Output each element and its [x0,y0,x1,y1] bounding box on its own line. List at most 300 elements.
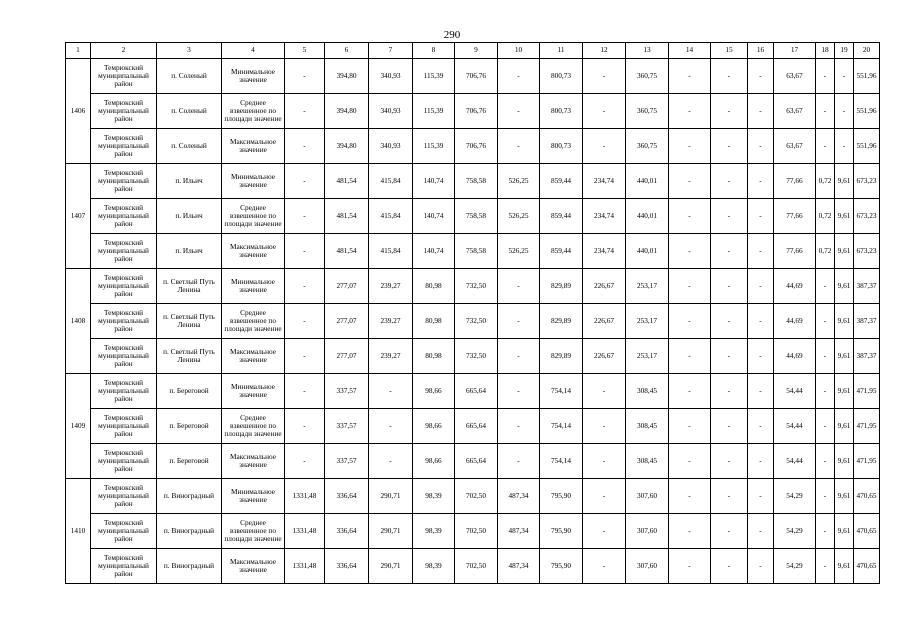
value-cell-col-6: 277,07 [325,339,369,374]
value-cell-col-14: - [669,199,711,234]
value-cell-col-10: - [498,304,540,339]
value-cell-col-17: 54,44 [774,409,816,444]
page-number: 290 [443,29,461,41]
value-cell-col-17: 54,29 [774,479,816,514]
column-header-7: 7 [369,43,413,59]
value-cell-col-20: 673,23 [854,199,880,234]
value-cell-col-9: 665,64 [455,444,498,479]
settlement-cell: п. Виноградный [157,514,222,549]
value-cell-col-6: 394,80 [325,59,369,94]
district-cell: Темрюкский муниципальный район [91,339,157,374]
value-cell-col-13: 440,01 [626,234,669,269]
value-cell-col-5: - [285,304,325,339]
value-cell-col-20: 471,95 [854,374,880,409]
value-cell-col-9: 665,64 [455,409,498,444]
column-header-5: 5 [285,43,325,59]
value-cell-col-13: 360,75 [626,129,669,164]
column-header-16: 16 [748,43,774,59]
value-cell-col-19: - [835,94,854,129]
value-cell-col-12: 234,74 [583,199,626,234]
column-header-13: 13 [626,43,669,59]
value-cell-col-11: 859,44 [540,234,583,269]
value-cell-col-11: 795,90 [540,549,583,584]
data-table [65,42,880,584]
value-cell-col-10: - [498,129,540,164]
value-cell-col-10: 487,34 [498,549,540,584]
value-cell-col-16: - [748,549,774,584]
value-cell-col-8: 80,98 [413,304,455,339]
value-cell-col-8: 115,39 [413,129,455,164]
value-cell-col-16: - [748,479,774,514]
value-cell-col-7: - [369,444,413,479]
value-cell-col-17: 54,29 [774,549,816,584]
table-row [66,549,880,584]
value-cell-col-17: 77,66 [774,199,816,234]
value-cell-col-10: - [498,444,540,479]
value-cell-col-19: 9,61 [835,339,854,374]
value-cell-col-5: 1331,48 [285,479,325,514]
value-cell-col-10: - [498,59,540,94]
settlement-cell: п. Береговой [157,409,222,444]
value-cell-col-9: 702,50 [455,479,498,514]
value-cell-col-19: 9,61 [835,304,854,339]
value-type-cell: Среднее взвешенное по площади значение [222,199,285,234]
value-cell-col-16: - [748,374,774,409]
value-cell-col-13: 253,17 [626,339,669,374]
value-cell-col-18: - [816,479,835,514]
column-header-14: 14 [669,43,711,59]
value-cell-col-14: - [669,129,711,164]
value-cell-col-18: - [816,374,835,409]
value-cell-col-12: - [583,409,626,444]
value-cell-col-12: - [583,444,626,479]
column-header-9: 9 [455,43,498,59]
value-cell-col-13: 360,75 [626,94,669,129]
value-cell-col-19: 9,61 [835,269,854,304]
table-row [66,164,880,199]
district-cell: Темрюкский муниципальный район [91,374,157,409]
settlement-cell: п. Соленый [157,129,222,164]
value-cell-col-15: - [711,409,748,444]
value-cell-col-12: - [583,129,626,164]
value-cell-col-15: - [711,59,748,94]
value-cell-col-13: 440,01 [626,199,669,234]
value-cell-col-12: 226,67 [583,339,626,374]
table-row [66,129,880,164]
value-cell-col-6: 481,54 [325,234,369,269]
value-cell-col-11: 800,73 [540,59,583,94]
value-cell-col-17: 54,44 [774,444,816,479]
value-cell-col-6: 337,57 [325,409,369,444]
table-row [66,479,880,514]
value-type-cell: Минимальное значение [222,374,285,409]
value-cell-col-19: 9,61 [835,199,854,234]
value-cell-col-7: 239,27 [369,304,413,339]
district-cell: Темрюкский муниципальный район [91,304,157,339]
value-cell-col-9: 706,76 [455,129,498,164]
table-row [66,339,880,374]
value-type-cell: Минимальное значение [222,59,285,94]
table-row [66,234,880,269]
value-cell-col-6: 481,54 [325,199,369,234]
district-cell: Темрюкский муниципальный район [91,479,157,514]
value-cell-col-18: - [816,339,835,374]
value-cell-col-17: 44,69 [774,269,816,304]
value-cell-col-6: 336,64 [325,514,369,549]
value-cell-col-6: 277,07 [325,304,369,339]
value-cell-col-15: - [711,304,748,339]
value-cell-col-5: - [285,409,325,444]
district-cell: Темрюкский муниципальный район [91,164,157,199]
value-cell-col-8: 115,39 [413,94,455,129]
value-cell-col-5: - [285,269,325,304]
value-type-cell: Максимальное значение [222,234,285,269]
value-cell-col-5: - [285,234,325,269]
value-cell-col-18: - [816,269,835,304]
value-cell-col-7: 415,84 [369,234,413,269]
value-cell-col-11: 829,89 [540,339,583,374]
value-cell-col-5: - [285,199,325,234]
value-cell-col-15: - [711,164,748,199]
column-header-8: 8 [413,43,455,59]
value-cell-col-5: - [285,444,325,479]
settlement-cell: п. Береговой [157,444,222,479]
settlement-cell: п. Светлый Путь Ленина [157,304,222,339]
value-cell-col-17: 44,69 [774,304,816,339]
value-cell-col-18: - [816,59,835,94]
settlement-cell: п. Светлый Путь Ленина [157,269,222,304]
column-header-3: 3 [157,43,222,59]
value-cell-col-9: 758,58 [455,199,498,234]
value-cell-col-20: 471,95 [854,444,880,479]
value-cell-col-14: - [669,269,711,304]
value-cell-col-5: - [285,374,325,409]
value-cell-col-20: 471,95 [854,409,880,444]
district-cell: Темрюкский муниципальный район [91,514,157,549]
value-type-cell: Среднее взвешенное по площади значение [222,514,285,549]
value-cell-col-17: 54,44 [774,374,816,409]
value-cell-col-11: 795,90 [540,514,583,549]
value-cell-col-18: - [816,304,835,339]
value-cell-col-8: 98,66 [413,409,455,444]
value-type-cell: Минимальное значение [222,164,285,199]
value-cell-col-18: - [816,94,835,129]
value-cell-col-5: - [285,129,325,164]
value-cell-col-11: 754,14 [540,374,583,409]
value-cell-col-11: 859,44 [540,199,583,234]
value-cell-col-19: 9,61 [835,514,854,549]
value-cell-col-17: 77,66 [774,234,816,269]
value-cell-col-11: 800,73 [540,94,583,129]
value-cell-col-9: 758,58 [455,164,498,199]
value-cell-col-19: 9,61 [835,444,854,479]
district-cell: Темрюкский муниципальный район [91,234,157,269]
value-type-cell: Минимальное значение [222,479,285,514]
value-cell-col-13: 308,45 [626,409,669,444]
value-cell-col-20: 551,96 [854,129,880,164]
row-id-cell: 1408 [66,269,91,374]
column-header-6: 6 [325,43,369,59]
value-cell-col-7: 415,84 [369,164,413,199]
value-cell-col-13: 253,17 [626,304,669,339]
value-cell-col-7: - [369,374,413,409]
value-cell-col-11: 795,90 [540,479,583,514]
value-cell-col-9: 758,58 [455,234,498,269]
district-cell: Темрюкский муниципальный район [91,129,157,164]
value-cell-col-5: - [285,164,325,199]
value-cell-col-15: - [711,199,748,234]
value-cell-col-13: 307,60 [626,479,669,514]
value-cell-col-15: - [711,514,748,549]
value-cell-col-11: 829,89 [540,269,583,304]
value-type-cell: Максимальное значение [222,129,285,164]
value-cell-col-6: 277,07 [325,269,369,304]
value-type-cell: Максимальное значение [222,339,285,374]
value-cell-col-18: - [816,409,835,444]
table-row [66,409,880,444]
value-cell-col-12: - [583,479,626,514]
value-cell-col-11: 754,14 [540,444,583,479]
value-cell-col-7: - [369,409,413,444]
value-cell-col-16: - [748,234,774,269]
value-cell-col-12: - [583,94,626,129]
value-cell-col-9: 665,64 [455,374,498,409]
value-cell-col-11: 754,14 [540,409,583,444]
value-cell-col-12: - [583,549,626,584]
district-cell: Темрюкский муниципальный район [91,59,157,94]
value-cell-col-17: 63,67 [774,94,816,129]
value-cell-col-19: - [835,129,854,164]
value-cell-col-10: - [498,374,540,409]
settlement-cell: п. Соленый [157,59,222,94]
value-cell-col-5: - [285,339,325,374]
row-id-cell: 1409 [66,374,91,479]
value-cell-col-7: 415,84 [369,199,413,234]
value-cell-col-10: 526,25 [498,199,540,234]
table-row [66,444,880,479]
value-cell-col-9: 732,50 [455,269,498,304]
column-header-20: 20 [854,43,880,59]
value-cell-col-9: 706,76 [455,94,498,129]
column-header-11: 11 [540,43,583,59]
value-type-cell: Максимальное значение [222,549,285,584]
value-cell-col-12: 226,67 [583,304,626,339]
value-cell-col-15: - [711,234,748,269]
value-cell-col-19: 9,61 [835,479,854,514]
table-row [66,199,880,234]
value-cell-col-12: 226,67 [583,269,626,304]
table-body [66,59,880,584]
value-cell-col-16: - [748,269,774,304]
value-cell-col-15: - [711,444,748,479]
value-cell-col-17: 63,67 [774,129,816,164]
district-cell: Темрюкский муниципальный район [91,444,157,479]
value-cell-col-10: 487,34 [498,514,540,549]
value-cell-col-6: 394,80 [325,94,369,129]
value-cell-col-13: 440,01 [626,164,669,199]
value-cell-col-16: - [748,514,774,549]
value-cell-col-15: - [711,374,748,409]
value-type-cell: Среднее взвешенное по площади значение [222,304,285,339]
value-cell-col-17: 44,69 [774,339,816,374]
value-cell-col-20: 387,37 [854,269,880,304]
value-cell-col-6: 336,64 [325,549,369,584]
district-cell: Темрюкский муниципальный район [91,94,157,129]
value-cell-col-11: 859,44 [540,164,583,199]
value-cell-col-20: 673,23 [854,164,880,199]
column-header-17: 17 [774,43,816,59]
value-cell-col-16: - [748,129,774,164]
value-cell-col-20: 551,96 [854,59,880,94]
value-cell-col-7: 290,71 [369,514,413,549]
value-cell-col-6: 336,64 [325,479,369,514]
value-cell-col-12: 234,74 [583,164,626,199]
value-cell-col-17: 54,29 [774,514,816,549]
value-cell-col-13: 253,17 [626,269,669,304]
value-cell-col-17: 63,67 [774,59,816,94]
value-type-cell: Минимальное значение [222,269,285,304]
value-cell-col-11: 829,89 [540,304,583,339]
value-cell-col-14: - [669,479,711,514]
value-cell-col-8: 140,74 [413,164,455,199]
value-cell-col-13: 308,45 [626,444,669,479]
value-cell-col-6: 394,80 [325,129,369,164]
value-cell-col-7: 290,71 [369,549,413,584]
district-cell: Темрюкский муниципальный район [91,549,157,584]
settlement-cell: п. Ильич [157,164,222,199]
value-cell-col-16: - [748,199,774,234]
table-row [66,269,880,304]
table-row [66,304,880,339]
value-cell-col-6: 481,54 [325,164,369,199]
value-cell-col-8: 98,39 [413,514,455,549]
value-cell-col-10: 526,25 [498,234,540,269]
value-cell-col-19: 9,61 [835,409,854,444]
value-cell-col-12: 234,74 [583,234,626,269]
value-cell-col-14: - [669,374,711,409]
value-cell-col-10: 526,25 [498,164,540,199]
value-cell-col-8: 80,98 [413,269,455,304]
value-cell-col-15: - [711,269,748,304]
value-cell-col-14: - [669,59,711,94]
value-cell-col-14: - [669,549,711,584]
value-cell-col-14: - [669,304,711,339]
column-header-18: 18 [816,43,835,59]
value-cell-col-7: 340,93 [369,59,413,94]
value-cell-col-8: 98,39 [413,549,455,584]
row-id-cell: 1406 [66,59,91,164]
value-cell-col-14: - [669,164,711,199]
value-cell-col-16: - [748,409,774,444]
value-cell-col-12: - [583,514,626,549]
value-cell-col-10: - [498,94,540,129]
value-cell-col-18: 0,72 [816,164,835,199]
settlement-cell: п. Береговой [157,374,222,409]
value-cell-col-5: - [285,59,325,94]
value-cell-col-19: 9,61 [835,234,854,269]
value-cell-col-20: 470,65 [854,514,880,549]
value-cell-col-20: 470,65 [854,549,880,584]
value-cell-col-15: - [711,479,748,514]
value-cell-col-8: 80,98 [413,339,455,374]
value-cell-col-15: - [711,339,748,374]
value-cell-col-18: 0,72 [816,234,835,269]
value-cell-col-13: 307,60 [626,549,669,584]
value-cell-col-16: - [748,94,774,129]
value-cell-col-5: 1331,48 [285,514,325,549]
value-cell-col-9: 706,76 [455,59,498,94]
value-cell-col-10: - [498,409,540,444]
value-cell-col-18: - [816,129,835,164]
value-cell-col-18: 0,72 [816,199,835,234]
settlement-cell: п. Ильич [157,234,222,269]
settlement-cell: п. Ильич [157,199,222,234]
table-row [66,374,880,409]
table-row [66,59,880,94]
column-header-19: 19 [835,43,854,59]
value-cell-col-18: - [816,444,835,479]
value-cell-col-16: - [748,444,774,479]
settlement-cell: п. Светлый Путь Ленина [157,339,222,374]
value-cell-col-18: - [816,514,835,549]
value-cell-col-5: 1331,48 [285,549,325,584]
district-cell: Темрюкский муниципальный район [91,409,157,444]
value-cell-col-10: - [498,269,540,304]
value-type-cell: Среднее взвешенное по площади значение [222,409,285,444]
row-id-cell: 1407 [66,164,91,269]
value-cell-col-8: 98,39 [413,479,455,514]
district-cell: Темрюкский муниципальный район [91,269,157,304]
value-cell-col-7: 340,93 [369,94,413,129]
value-cell-col-8: 98,66 [413,374,455,409]
value-cell-col-19: 9,61 [835,374,854,409]
value-cell-col-16: - [748,339,774,374]
value-cell-col-15: - [711,94,748,129]
value-type-cell: Максимальное значение [222,444,285,479]
value-cell-col-9: 702,50 [455,514,498,549]
value-cell-col-6: 337,57 [325,444,369,479]
value-cell-col-20: 551,96 [854,94,880,129]
settlement-cell: п. Виноградный [157,549,222,584]
value-cell-col-10: - [498,339,540,374]
value-cell-col-8: 140,74 [413,199,455,234]
value-cell-col-20: 387,37 [854,339,880,374]
header-row [66,43,880,59]
value-cell-col-16: - [748,164,774,199]
value-cell-col-15: - [711,549,748,584]
value-cell-col-20: 387,37 [854,304,880,339]
value-cell-col-12: - [583,59,626,94]
column-header-4: 4 [222,43,285,59]
value-cell-col-13: 360,75 [626,59,669,94]
value-cell-col-14: - [669,339,711,374]
district-cell: Темрюкский муниципальный район [91,199,157,234]
table-row [66,94,880,129]
value-cell-col-12: - [583,374,626,409]
value-cell-col-16: - [748,59,774,94]
value-cell-col-10: 487,34 [498,479,540,514]
row-id-cell: 1410 [66,479,91,584]
value-cell-col-8: 140,74 [413,234,455,269]
value-cell-col-8: 98,66 [413,444,455,479]
value-cell-col-18: - [816,549,835,584]
value-cell-col-20: 470,65 [854,479,880,514]
value-cell-col-6: 337,57 [325,374,369,409]
value-cell-col-20: 673,23 [854,234,880,269]
value-cell-col-7: 290,71 [369,479,413,514]
value-cell-col-15: - [711,129,748,164]
value-cell-col-19: - [835,59,854,94]
